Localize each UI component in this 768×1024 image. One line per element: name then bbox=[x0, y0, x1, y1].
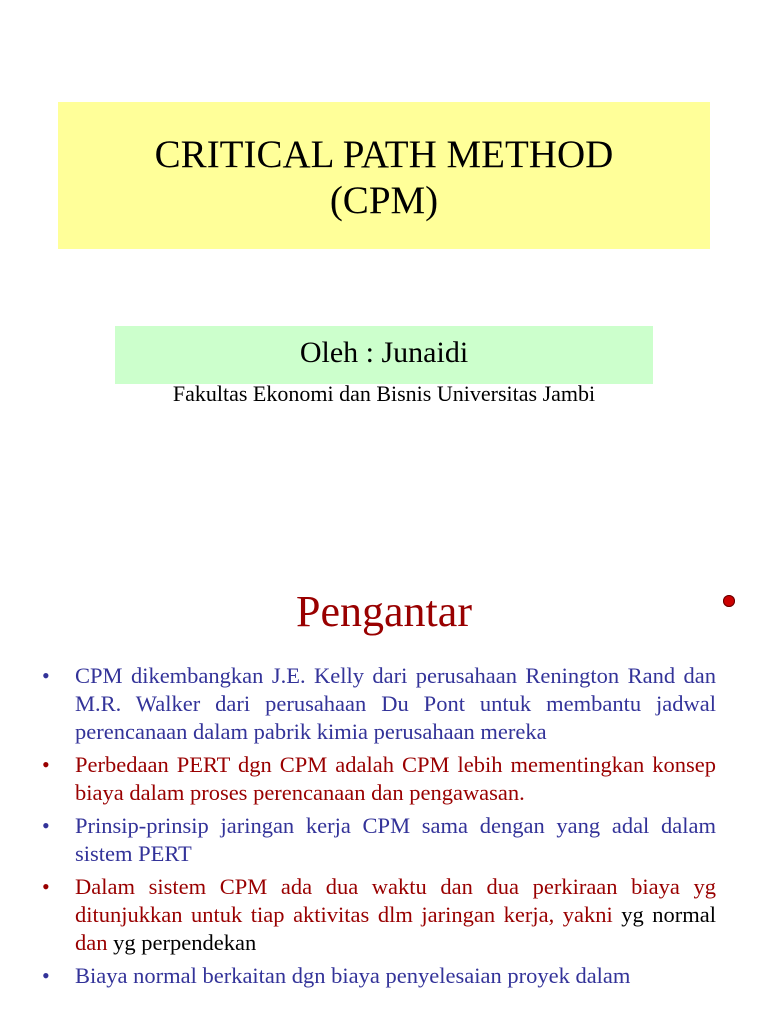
section-heading: Pengantar bbox=[296, 587, 472, 636]
bullet-dot-icon: • bbox=[42, 874, 50, 899]
bullet-dot-icon: • bbox=[42, 813, 50, 838]
bullet-dot-icon: • bbox=[42, 663, 50, 688]
author-text: Oleh : Junaidi bbox=[299, 336, 469, 369]
bullet-text-5: Biaya normal berkaitan dgn biaya penyelesaian proyek dalam bbox=[75, 963, 631, 988]
title-line-2: (CPM) bbox=[329, 179, 439, 222]
bullet-item-3 bbox=[40, 812, 716, 868]
bullet-dot-icon: • bbox=[42, 963, 50, 988]
bullet-text-4c: dan bbox=[75, 930, 108, 955]
bullet-text-1: CPM dikembangkan J.E. Kelly dari perusahaan Renington Rand dan M.R. Walker dari perusahaan Du Pont untuk membantu jadwal perencanaan dalam pabrik kimia perusahaan mereka bbox=[75, 663, 716, 744]
red-dot-icon bbox=[723, 595, 735, 607]
title-line-1: CRITICAL PATH METHOD bbox=[154, 133, 614, 176]
bullet-item-1 bbox=[40, 662, 716, 746]
bullet-text-4d: yg perpendekan bbox=[107, 930, 257, 955]
bullet-text-2: Perbedaan PERT dgn CPM adalah CPM lebih mementingkan konsep biaya dalam proses perencanaan dan pengawasan. bbox=[75, 752, 716, 805]
bullet-list bbox=[40, 662, 716, 995]
bullet-text-3: Prinsip-prinsip jaringan kerja CPM sama dengan yang adal dalam sistem PERT bbox=[75, 813, 716, 866]
affiliation-text: Fakultas Ekonomi dan Bisnis Universitas Jambi bbox=[172, 381, 596, 406]
bullet-dot-icon: • bbox=[42, 752, 50, 777]
bullet-item-5 bbox=[40, 962, 716, 990]
title-box bbox=[58, 102, 710, 249]
bullet-text-4a: Dalam sistem CPM ada dua waktu dan dua perkiraan biaya yg ditunjukkan untuk tiap aktivitas dlm jaringan kerja, yakni bbox=[75, 874, 716, 927]
bullet-item-2 bbox=[40, 751, 716, 807]
bullet-text-4b: yg normal bbox=[612, 902, 717, 927]
bullet-item-4 bbox=[40, 873, 716, 957]
author-box bbox=[115, 326, 653, 384]
